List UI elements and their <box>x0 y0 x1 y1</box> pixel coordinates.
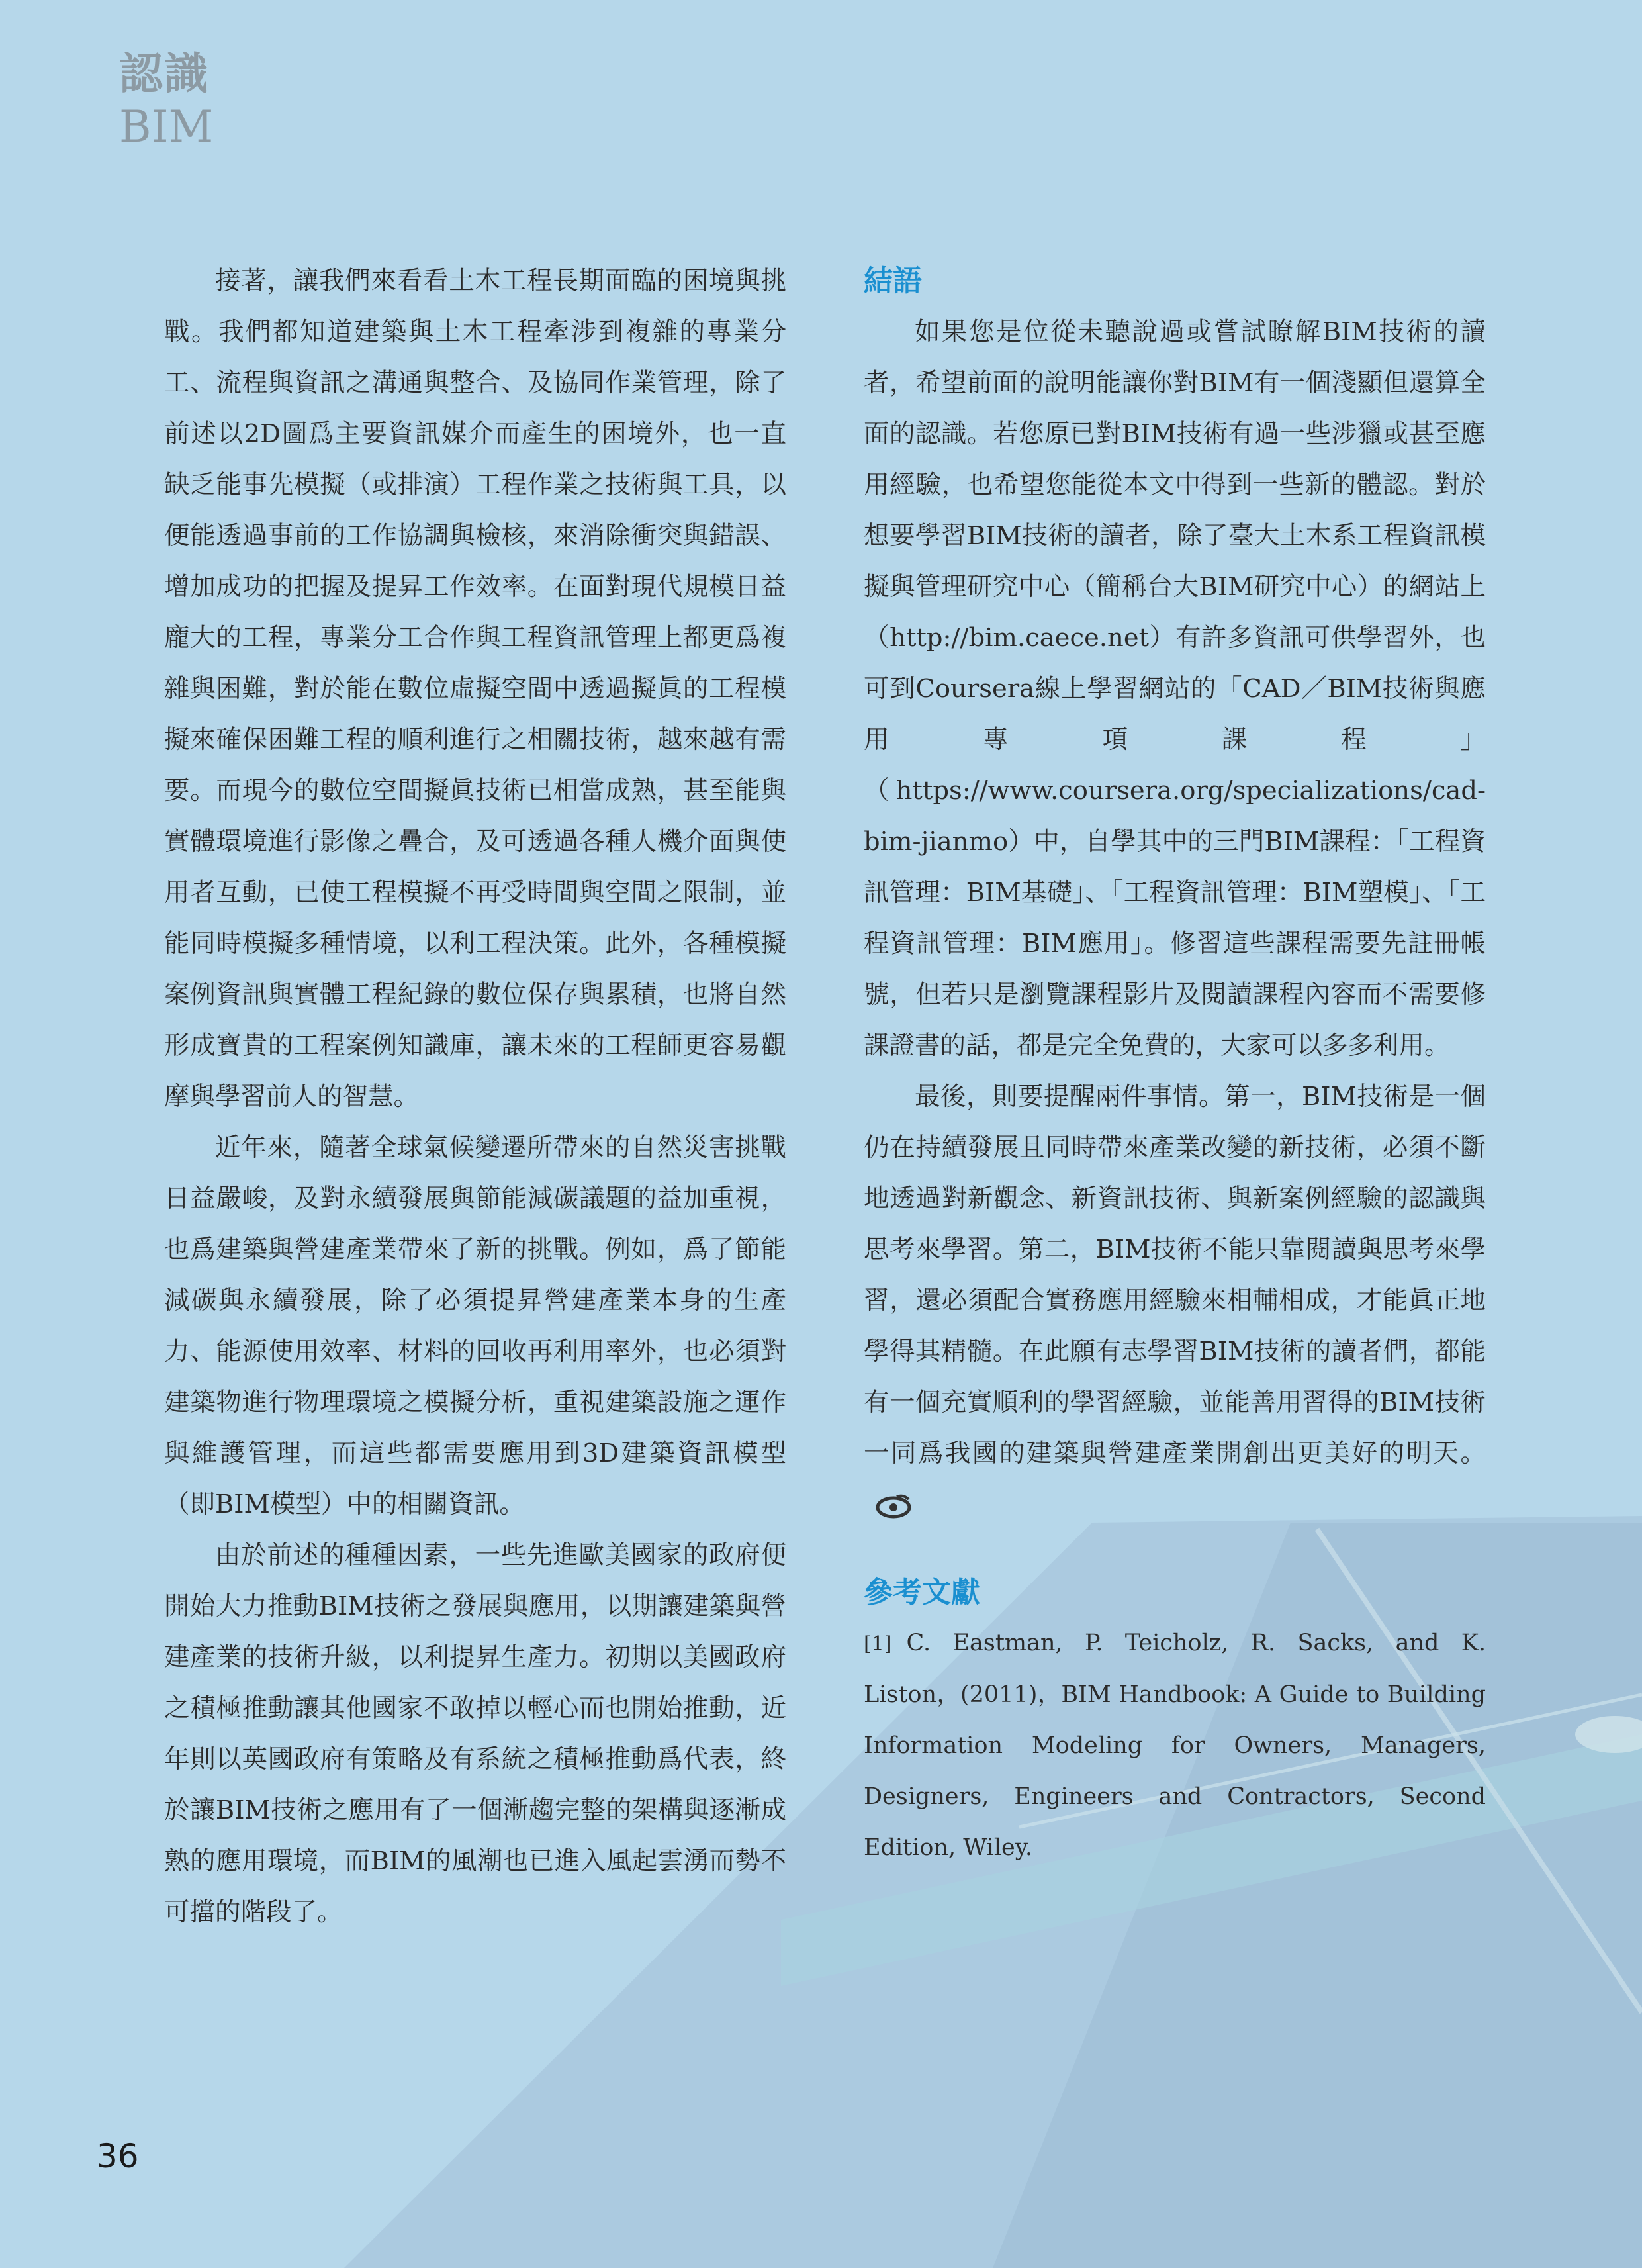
conclusion-heading: 結語 <box>864 264 922 298</box>
right-column <box>864 256 1486 1873</box>
references-heading: 參考文獻 <box>864 1576 980 1609</box>
end-mark-icon <box>874 1493 913 1519</box>
reference-text: C. Eastman, P. Teicholz, R. Sacks, and K. Liston，(2011)，BIM Handbook: A Guide to Building Information Modeling for Owners, Managers, Designers, Engineers and Contractors, Second Edition, Wiley. <box>864 1630 1486 1861</box>
paragraph: 接著，讓我們來看看土木工程長期面臨的困境與挑戰。我們都知道建築與土木工程牽涉到複雜的專業分工、流程與資訊之溝通與整合、及協同作業管理，除了前述以2D圖爲主要資訊媒介而產生的困境外，也一直缺乏能事先模擬（或排演）工程作業之技術與工具，以便能透過事前的工作協調與檢核，來消除衝突與錯誤、增加成功的把握及提昇工作效率。在面對現代規模日益龐大的工程，專業分工合作與工程資訊管理上都更爲複雜與困難，對於能在數位虛擬空間中透過擬眞的工程模擬來確保困難工程的順利進行之相關技術，越來越有需要。而現今的數位空間擬眞技術已相當成熟，甚至能與實體環境進行影像之疊合，及可透過各種人機介面與使用者互動，已使工程模擬不再受時間與空間之限制，並能同時模擬多種情境，以利工程決策。此外，各種模擬案例資訊與實體工程紀錄的數位保存與累積，也將自然形成寶貴的工程案例知識庫，讓未來的工程師更容易觀摩與學習前人的智慧。 <box>164 266 786 1111</box>
paragraph: 由於前述的種種因素，一些先進歐美國家的政府便開始大力推動BIM技術之發展與應用，以期讓建築與營建產業的技術升級，以利提昇生產力。初期以美國政府之積極推動讓其他國家不敢掉以輕心而也開始推動，近年則以英國政府有策略及有系統之積極推動爲代表，終於讓BIM技術之應用有了一個漸趨完整的架構與逐漸成熟的應用環境，而BIM的風潮也已進入風起雲湧而勢不可擋的階段了。 <box>164 1540 786 1927</box>
reference-item <box>864 1618 1486 1873</box>
reference-number: [1] <box>864 1632 892 1656</box>
page-number: 36 <box>97 2137 139 2175</box>
spacer <box>864 1530 1486 1567</box>
left-column <box>164 256 786 1938</box>
paragraph-text: 最後，則要提醒兩件事情。第一，BIM技術是一個仍在持續發展且同時帶來產業改變的新技術，必須不斷地透過對新觀念、新資訊技術、與新案例經驗的認識與思考來學習。第二，BIM技術不能只靠閱讀與思考來學習，還必須配合實務應用經驗來相輔相成，才能眞正地學得其精髓。在此願有志學習BIM技術的讀者們，都能有一個充實順利的學習經驗，並能善用習得的BIM技術一同爲我國的建築與營建產業開創出更美好的明天。 <box>864 1082 1486 1468</box>
paragraph: 近年來，隨著全球氣候變遷所帶來的自然災害挑戰日益嚴峻，及對永續發展與節能減碳議題的益加重視，也爲建築與營建產業帶來了新的挑戰。例如，爲了節能減碳與永續發展，除了必須提昇營建產業本身的生產力、能源使用效率、材料的回收再利用率外，也必須對建築物進行物理環境之模擬分析，重視建築設施之運作與維護管理，而這些都需要應用到3D建築資訊模型（即BIM模型）中的相關資訊。 <box>164 1133 786 1519</box>
paragraph <box>864 1071 1486 1530</box>
header-title-line2: BIM <box>119 101 214 152</box>
paragraph: 如果您是位從未聽說過或嘗試瞭解BIM技術的讀者，希望前面的說明能讓你對BIM有一個淺顯但還算全面的認識。若您原已對BIM技術有過一些涉獵或甚至應用經驗，也希望您能從本文中得到一些新的體認。對於想要學習BIM技術的讀者，除了臺大土木系工程資訊模擬與管理研究中心（簡稱台大BIM研究中心）的網站上（http://bim.caece.net）有許多資訊可供學習外，也可到Coursera線上學習網站的「CAD／BIM技術與應用專項課程」（https://www.coursera.org/specializations/cad-bim-jianmo）中，自學其中的三門BIM課程：「工程資訊管理：BIM基礎」、「工程資訊管理：BIM塑模」、「工程資訊管理：BIM應用」。修習這些課程需要先註冊帳號，但若只是瀏覽課程影片及閱讀課程內容而不需要修課證書的話，都是完全免費的，大家可以多多利用。 <box>864 317 1486 1061</box>
section-header <box>119 46 213 154</box>
header-title-line1: 認識 <box>119 48 209 99</box>
